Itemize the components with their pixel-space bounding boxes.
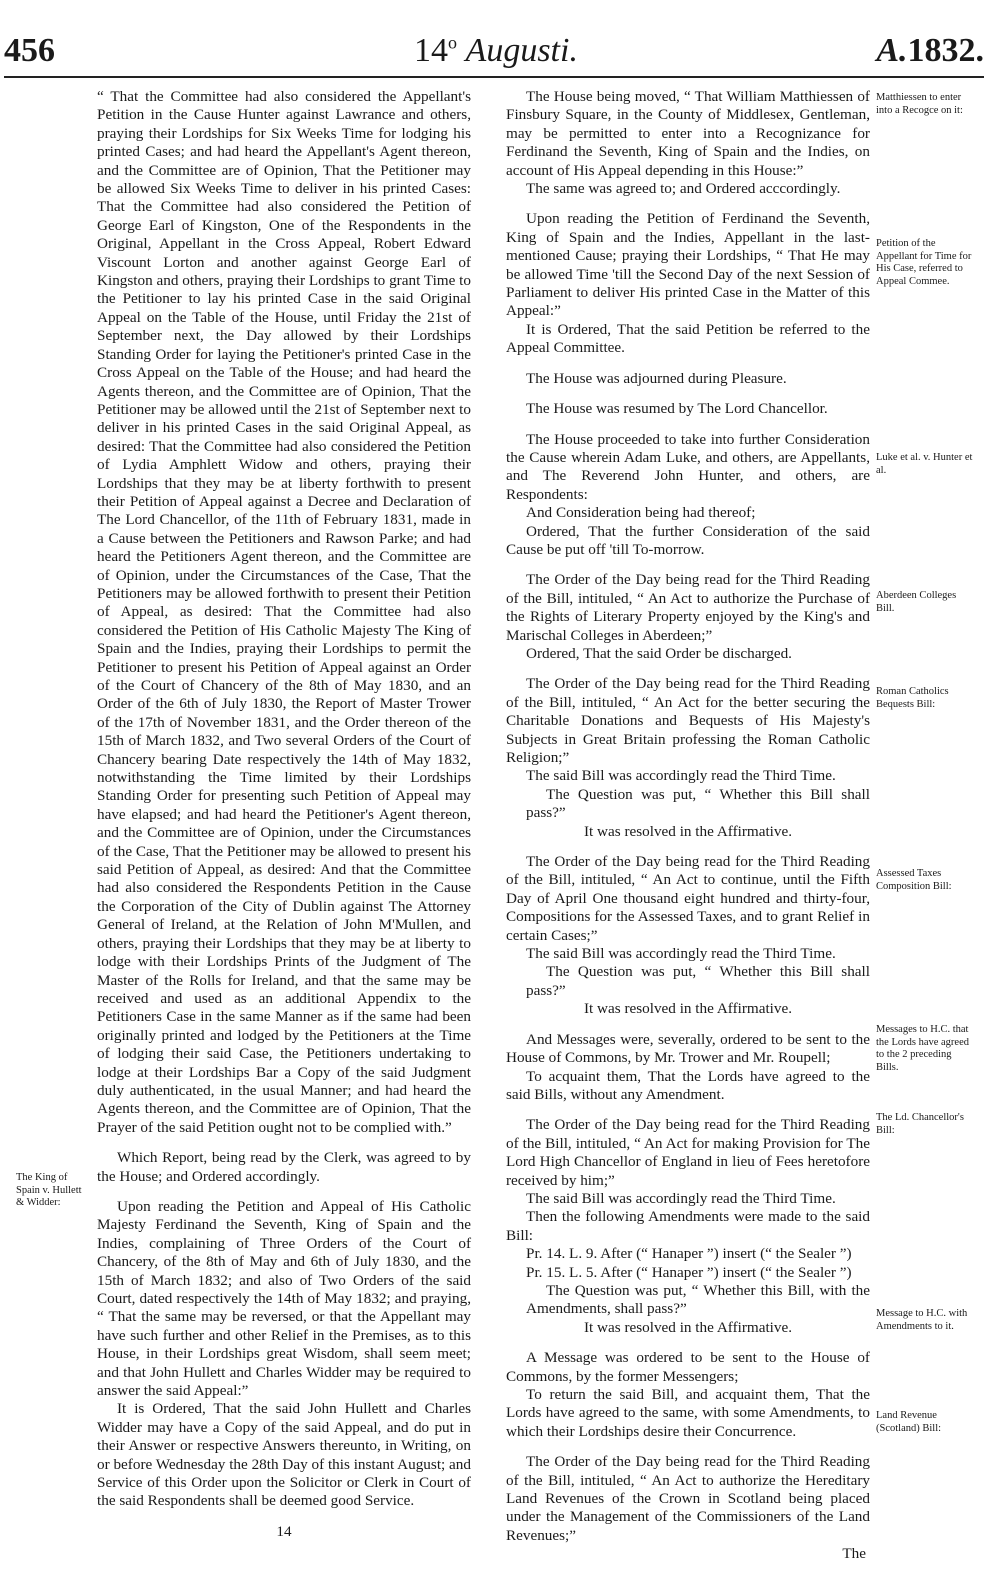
house-adjourned: The House was adjourned during Pleasure.: [526, 369, 787, 387]
margin-note-luke: Luke et al. v. Hunter et al.: [876, 452, 973, 476]
luke-cause: The House proceeded to take into further Consideration the Cause wherein Adam Luke, and others, are Appellants, and The Reverend John Hunter, and others, are Respondents:: [506, 430, 870, 503]
luke-order: Ordered, That the further Consideration of the said Cause be put off 'till To-morrow.: [506, 522, 870, 558]
page-date: [0, 32, 992, 70]
matthiessen-agreed: The same was agreed to; and Ordered acccordingly.: [526, 180, 841, 198]
amendment-2: Pr. 15. L. 5. After (“ Hanaper ”) insert (“ the Sealer ”): [526, 1263, 852, 1281]
catholic-reading: The Order of the Day being read for the Third Reading of the Bill, intituled, “ An Act for the better securing the Charitable Donations and Bequests of His Majesty's Subjects in Great Britain professing the Roman Catholic Religion;”: [506, 675, 870, 766]
left-column: [97, 88, 471, 1541]
margin-note-spain: The King of Spain v. Hullett & Widder:: [16, 1172, 82, 1208]
matthiessen-motion: The House being moved, “ That William Matthiessen of Finsbury Square, in the County of Middlesex, Gentleman, may be permitted to enter into a Recognizance for Ferdinand the Seventh, King of Spain and the Indies, on account of His Appeal depending in this House:”: [506, 88, 870, 179]
margin-note-land: Land Revenue (Scotland) Bill:: [876, 1410, 942, 1434]
margin-note-messages: Messages to H.C. that the Lords have agreed to the 2 preceding Bills.: [876, 1024, 969, 1073]
year-prefix: A.: [876, 32, 908, 69]
spain-petition: Upon reading the Petition and Appeal of His Catholic Majesty Ferdinand the Seventh, King of Spain and the Indies, complaining of Three Orders of the Court of Chancery, of the 8th of May and 6th of July 1830, and the 15th of March 1832; and also of Two Orders of the said Court, dated respectively the 14th of May 1832; and praying, “ That the same may be reversed, or that the Appellant may have such further and other Relief in the Premises, as to this House, in their Lordships great Wisdom, shall seem meet; and that John Hullett and Charles Widder may be required to answer the said Appeal:”: [97, 1197, 471, 1400]
report-agreed: Which Report, being read by the Clerk, was agreed to by the House; and Ordered accordingly.: [97, 1149, 471, 1185]
aberdeen-order: Ordered, That the said Order be discharged.: [526, 644, 792, 662]
page-number: 456: [4, 32, 55, 69]
margin-note-matthiessen: Matthiessen to enter into a Recogce on it:: [876, 92, 963, 116]
catchword: The: [842, 1545, 866, 1563]
land-reading: The Order of the Day being read for the Third Reading of the Bill, intituled, “ An Act to authorize the Hereditary Land Revenues of the Crown in Scotland being placed under the Management of the Commissioners of the Land Revenues;”: [506, 1453, 870, 1544]
taxes-resolved: It was resolved in the Affirmative.: [583, 1000, 793, 1018]
margin-note-chancellor: The Ld. Chancellor's Bill:: [876, 1112, 964, 1136]
margin-note-petition-time: Petition of the Appellant for Time for His Case, referred to Appeal Commee.: [876, 238, 972, 287]
taxes-reading: The Order of the Day being read for the Third Reading of the Bill, intituled, “ An Act to continue, until the Fifth Day of April One thousand eight hundred and thirty-four, Compositions for the Assessed Taxes, and to grant Relief in certain Cases;”: [506, 853, 870, 944]
ferdinand-order: It is Ordered, That the said Petition be referred to the Appeal Committee.: [506, 320, 870, 357]
date-word: Augusti.: [465, 32, 578, 69]
amendment-1: Pr. 14. L. 9. After (“ Hanaper ”) insert (“ the Sealer ”): [526, 1245, 852, 1263]
chancellor-resolved: It was resolved in the Affirmative.: [583, 1318, 793, 1336]
catholic-resolved: It was resolved in the Affirmative.: [583, 822, 793, 840]
page-year: [876, 32, 984, 70]
taxes-third: The said Bill was accordingly read the Third Time.: [526, 945, 836, 963]
chancellor-third: The said Bill was accordingly read the Third Time.: [526, 1189, 836, 1207]
year-value: 1832.: [907, 32, 984, 69]
catholic-question: The Question was put, “ Whether this Bill shall pass?”: [526, 785, 870, 822]
house-resumed: The House was resumed by The Lord Chancellor.: [526, 400, 828, 418]
message-ordered: A Message was ordered to be sent to the House of Commons, by the former Messengers;: [506, 1349, 870, 1385]
taxes-question: The Question was put, “ Whether this Bill shall pass?”: [526, 963, 870, 999]
date-sup: o: [448, 32, 458, 53]
margin-note-message-amend: Message to H.C. with Amendments to it.: [876, 1308, 968, 1332]
margin-note-catholic: Roman Catholics Bequests Bill:: [876, 686, 949, 710]
chancellor-reading: The Order of the Day being read for the Third Reading of the Bill, intituled, “ An Act for making Provision for The Lord High Chancellor of England in lieu of Fees heretofore received by him;”: [506, 1116, 870, 1189]
chancellor-question: The Question was put, “ Whether this Bill, with the Amendments, shall pass?”: [526, 1281, 870, 1318]
catholic-third: The said Bill was accordingly read the Third Time.: [526, 767, 836, 785]
message-return: To return the said Bill, and acquaint them, That the Lords have agreed to the same, with some Amendments, to which their Lordships desire their Concurrence.: [506, 1386, 870, 1440]
header-rule: [4, 76, 984, 78]
margin-note-aberdeen: Aberdeen Colleges Bill.: [876, 590, 957, 614]
signature-mark: 14: [276, 1522, 292, 1540]
right-column: [506, 88, 870, 1564]
chancellor-amend-intro: Then the following Amendments were made to the said Bill:: [506, 1208, 870, 1244]
aberdeen-reading: The Order of the Day being read for the Third Reading of the Bill, intituled, “ An Act to authorize the Purchase of the Rights of Literary Property enjoyed by the King's and Marischal Colleges in Aberdeen;”: [506, 571, 870, 644]
ferdinand-petition: Upon reading the Petition of Ferdinand the Seventh, King of Spain and the Indies, Appellant in the last-mentioned Cause; praying their Lordships, “ That He may be allowed Time 'till the Second Day of the next Session of Parliament to deliver His printed Case in the Matter of this Appeal:”: [506, 210, 870, 320]
committee-report: “ That the Committee had also considered the Appellant's Petition in the Cause Hunter against Lawrance and others, praying their Lordships for Six Weeks Time for lodging his printed Cases; and had heard the Appellant's Agent thereon, and the Committee are of Opinion, That the Petitioner may be allowed Six Weeks Time to deliver in his printed Cases: That the Committee had also considered the Petition of George Earl of Kingston, One of the Respondents in the Original, Appellant in the Cross Appeal, Robert Edward Viscount Lorton and another against George Earl of Kingston and others, praying their Lordships to grant Time to the Petitioner to lay his printed Case in the said Original Appeal on the Table of the House, until Friday the 21st of September next, the Day allowed by their Lordships Standing Order for laying the Petitioner's printed Case in the Cross Appeal on the Table of the House; and had heard the Agents thereon, and the Committee are of Opinion, That the Petitioner may be allowed until the 21st of September next to deliver in his printed Cases in the said Original Appeal, as desired: That the Committee had also considered the Petition of Lydia Amphlett Widow and others, praying their Lordships that they may be at liberty forthwith to present their Petition of Appeal against a Decree and Declaration of The Lord Chancellor, of the 11th of February 1831, made in a Cause between the Petitioners and Rawson Parke; and had heard the Petitioners Agent thereon, and the Committee are of Opinion, under the Circumstances of the Case, That the Petitioners may be allowed forthwith to present their Petition of Appeal, as desired: That the Committee had also considered the Petition of His Catholic Majesty The King of Spain and the Indies, praying their Lordships to permit the Petitioner to present his Petition of Appeal against an Order of the Court of Chancery of the 8th of May 1830, and an Order of the 6th of July 1830, the Report of Master Trower of the 17th of November 1831, and the Order thereon of the 15th of March 1832, and Two several Orders of the Court of Chancery bearing Date respectively the 14th of May 1832, notwithstanding the Time limited by their Lordships Standing Order for presenting such Petition of Appeal may have elapsed; and had heard the Petitioner's Agent thereon, and the Committee are of Opinion, under the Circumstances of the Case, That the Petitioner may be allowed to present his said Petition of Appeal, as desired: And that the Committee had also considered the Respondents Petition in the Cause the Corporation of the City of Dublin against The Attorney General of Ireland, at the Relation of John M'Mullen, and others, praying their Lordships that they may be at liberty to lodge with their Lordships Prints of the Judgment of The Master of the Rolls for Ireland, and that the same may be received and used as an additional Appendix to the Petitioners Case in the same Manner as if the same had been originally printed and lodged by the Petitioners at the Time of lodging their said Case, the Petitioners undertaking to lodge at their Lordships Bar a Copy of the said Judgment duly authenticated, in the usual Manner; and had heard the Agents thereon, and the Committee are of Opinion, That the Prayer of the said Petition ought not to be complied with.”: [97, 88, 471, 1136]
date-num: 14: [414, 32, 449, 69]
messages-ordered: And Messages were, severally, ordered to be sent to the House of Commons, by Mr. Trower and Mr. Roupell;: [506, 1030, 870, 1067]
margin-note-taxes: Assessed Taxes Composition Bill:: [876, 868, 952, 892]
spain-order: It is Ordered, That the said John Hullett and Charles Widder may have a Copy of the said Appeal, and do put in their Answer or respective Answers thereunto, in Writing, on or before Wednesday the 28th Day of this instant August; and Service of this Order upon the Solicitor or Clerk in Court of the said Respondents shall be deemed good Service.: [97, 1400, 471, 1510]
luke-consideration: And Consideration being had thereof;: [526, 504, 756, 522]
page-header: [0, 0, 992, 78]
messages-acquaint: To acquaint them, That the Lords have agreed to the said Bills, without any Amendment.: [506, 1067, 870, 1103]
